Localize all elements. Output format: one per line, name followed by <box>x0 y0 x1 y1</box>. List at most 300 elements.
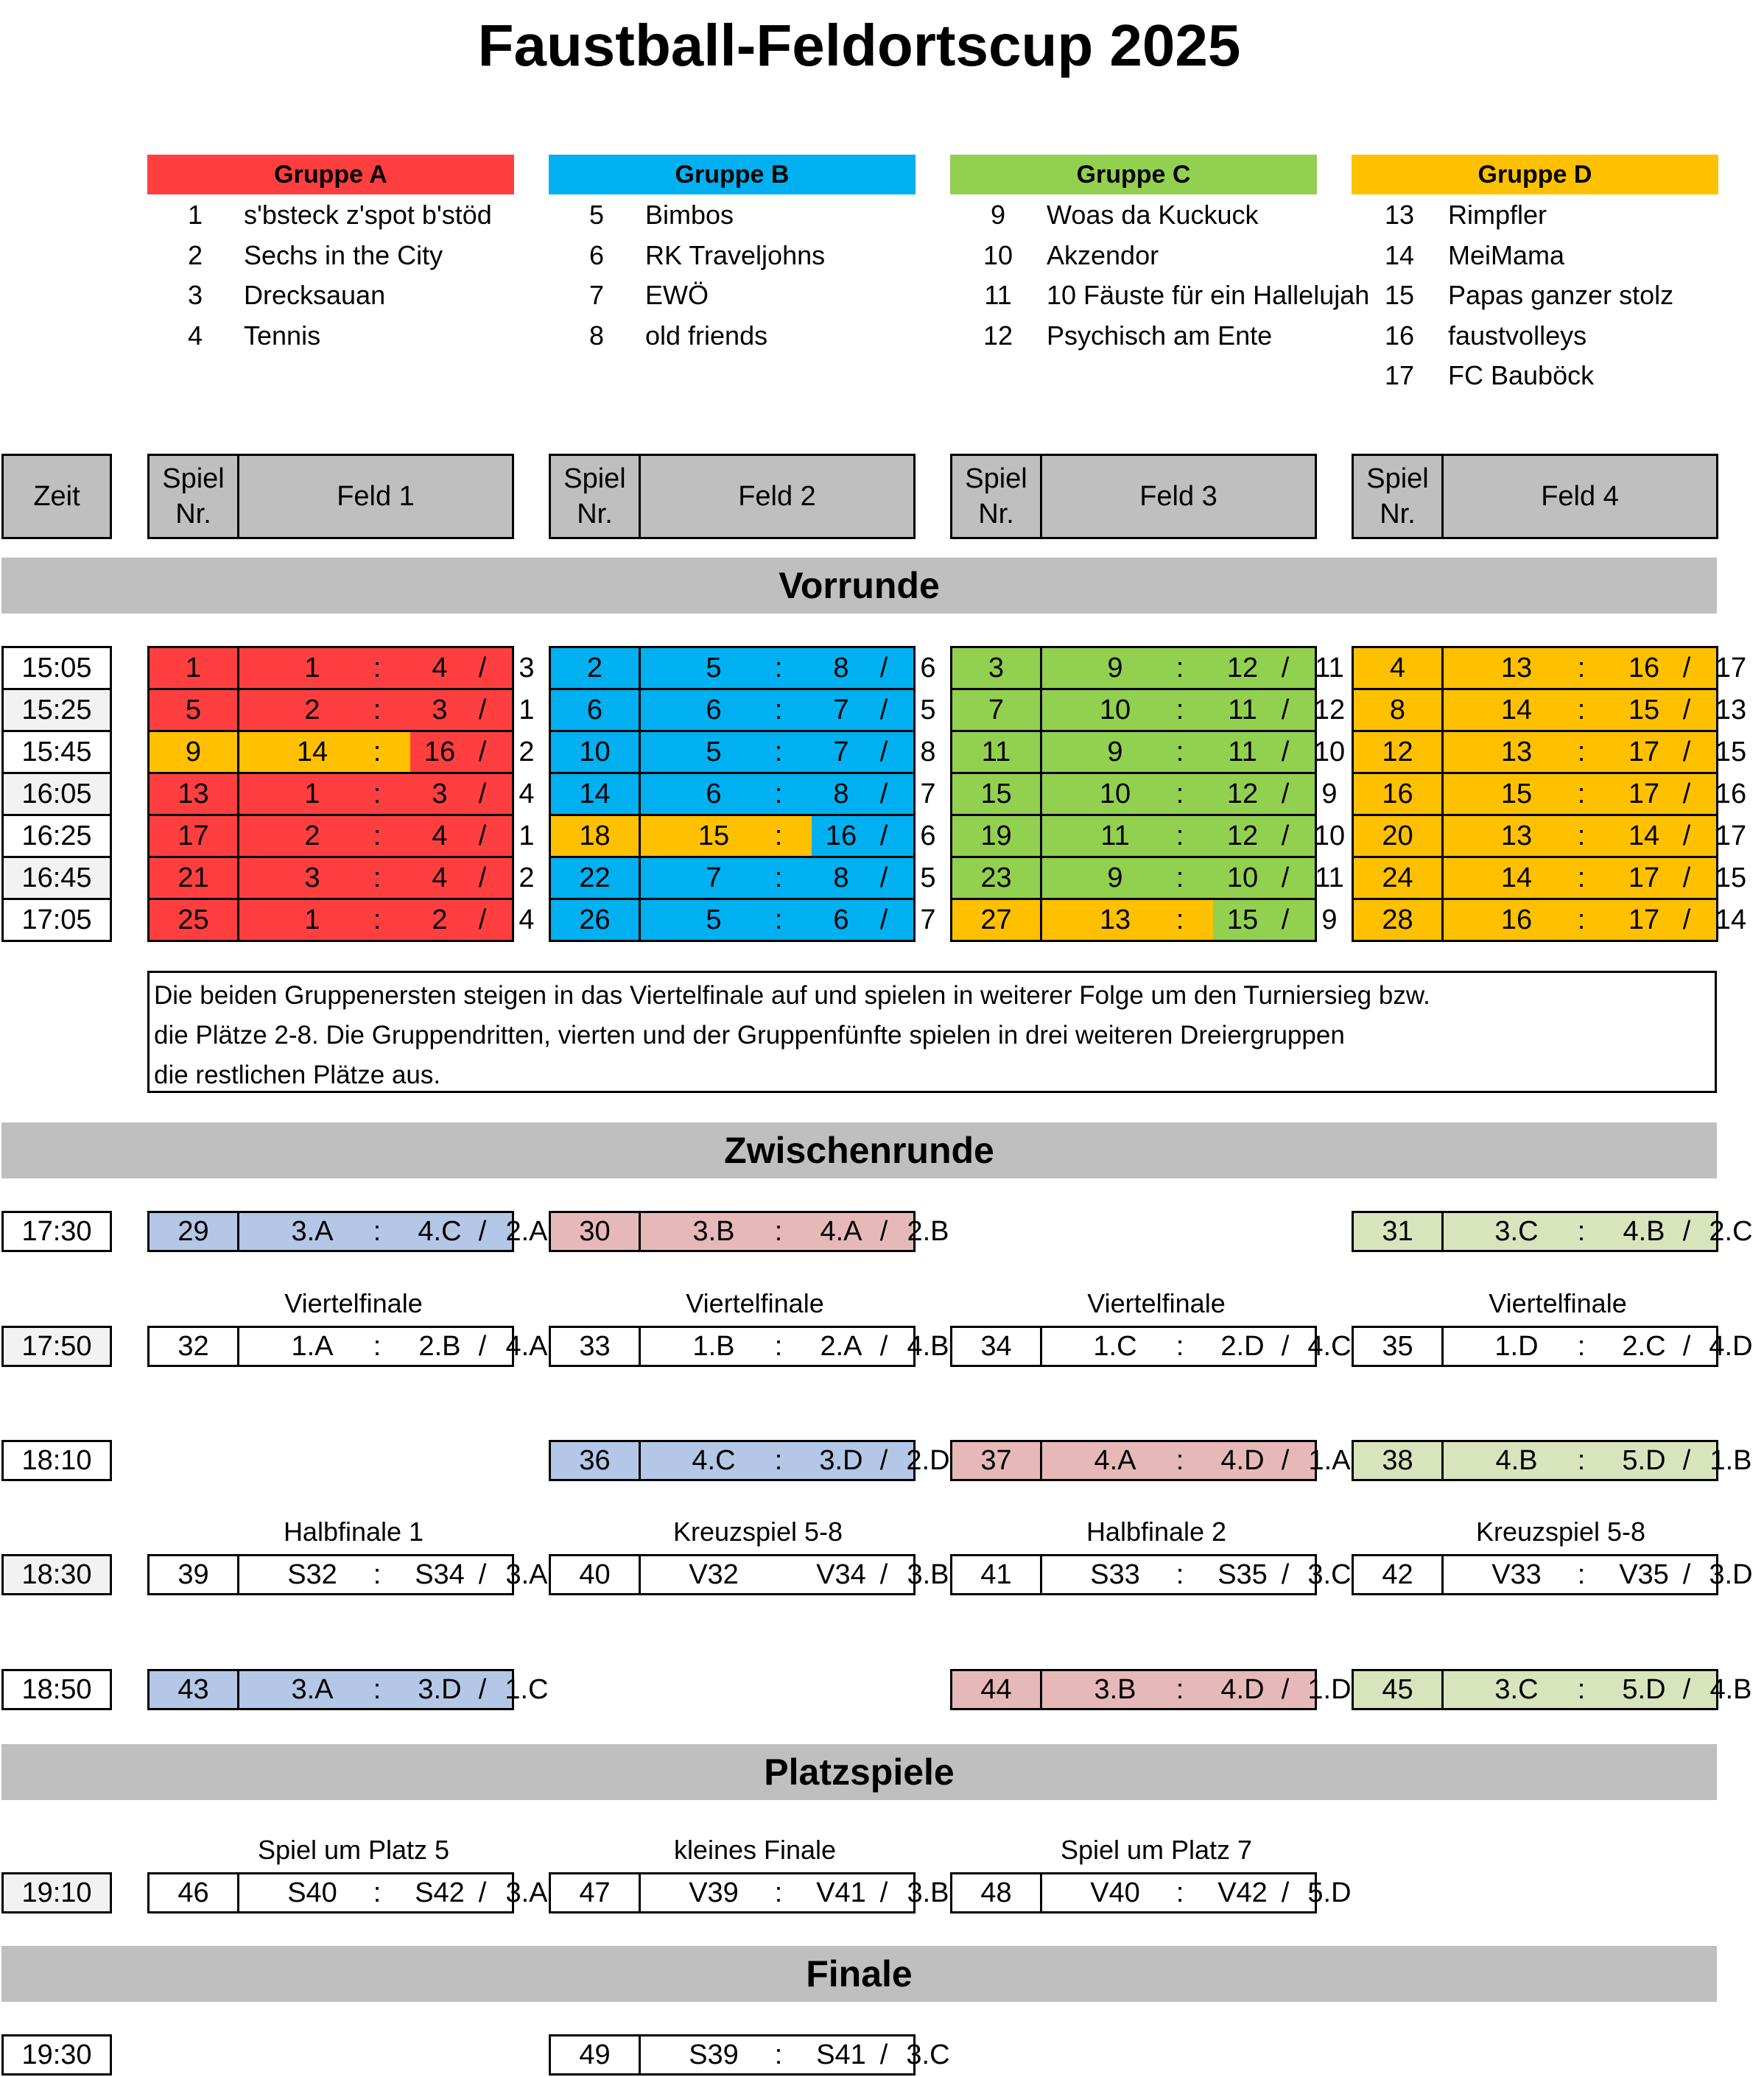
team2: 3.D <box>819 1445 863 1476</box>
game-number: 5 <box>185 695 202 725</box>
slash: / <box>879 653 888 683</box>
game-number: 15 <box>980 779 1012 809</box>
game-number: 42 <box>1382 1559 1413 1590</box>
match-label: Spiel um Platz 5 <box>257 1835 450 1865</box>
team-number: 16 <box>1384 320 1415 351</box>
team1: 1.A <box>291 1331 334 1362</box>
referee: 8 <box>920 737 936 767</box>
team1: 9 <box>1107 737 1123 767</box>
game-number: 10 <box>579 737 611 767</box>
team2: S41 <box>816 2039 866 2070</box>
slash: / <box>478 737 487 767</box>
referee: 4.D <box>1709 1331 1753 1362</box>
field-header: Feld 1 <box>237 454 514 539</box>
team1: S33 <box>1090 1559 1140 1590</box>
team-name: faustvolleys <box>1448 320 1587 351</box>
referee: 10 <box>1313 820 1346 851</box>
team-name: Sechs in the City <box>244 239 443 270</box>
team-name: Tennis <box>244 320 321 351</box>
referee: 14 <box>1715 904 1747 935</box>
referee: 3.A <box>505 1559 548 1590</box>
team2: 4.A <box>820 1216 862 1247</box>
referee: 3.C <box>1307 1559 1352 1590</box>
game-number: 32 <box>178 1331 209 1362</box>
team1: 6 <box>706 695 722 725</box>
referee: 4 <box>519 779 535 809</box>
team2: 16 <box>424 737 456 767</box>
game-number: 41 <box>980 1559 1012 1590</box>
team-name: 10 Fäuste für ein Hallelujah <box>1047 280 1370 310</box>
slash: / <box>478 1559 487 1590</box>
game-number: 36 <box>579 1445 611 1476</box>
group-header: Gruppe D <box>1352 155 1718 194</box>
team2: V42 <box>1217 1877 1268 1908</box>
team-name: old friends <box>645 320 768 351</box>
game-number: 29 <box>178 1216 209 1247</box>
time-cell: 17:50 <box>1 1326 112 1367</box>
team2: 17 <box>1628 737 1660 767</box>
slash: / <box>1682 695 1691 725</box>
slash: / <box>1682 820 1691 851</box>
team2: 16 <box>825 820 857 851</box>
referee: 4 <box>519 904 535 935</box>
time-cell: 18:50 <box>1 1669 112 1710</box>
team2: V35 <box>1619 1559 1669 1590</box>
section-title: Vorrunde <box>1 558 1717 614</box>
team2: 5.D <box>1622 1674 1666 1705</box>
team1: 13 <box>1500 737 1533 767</box>
time-cell: 17:05 <box>1 898 112 942</box>
team-number: 2 <box>187 239 203 270</box>
game-number: 25 <box>178 904 209 935</box>
game-number: 18 <box>579 820 611 851</box>
referee: 5 <box>920 862 936 893</box>
field-header: Feld 2 <box>639 454 916 539</box>
team1: 14 <box>1500 862 1533 893</box>
rules-note <box>147 971 1717 1093</box>
separator: : <box>1577 820 1586 851</box>
separator: : <box>774 2039 783 2070</box>
team-number: 11 <box>984 280 1012 310</box>
slash: / <box>1682 1216 1691 1247</box>
game-number: 37 <box>980 1445 1012 1476</box>
team1: 10 <box>1099 779 1131 809</box>
slash: / <box>478 1331 487 1362</box>
game-number: 31 <box>1382 1216 1413 1247</box>
game-number: 9 <box>185 737 202 767</box>
slash: / <box>1682 1331 1691 1362</box>
separator: : <box>1577 1216 1586 1247</box>
team2: 2.D <box>1220 1331 1265 1362</box>
slash: / <box>1682 862 1691 893</box>
team2: 17 <box>1628 862 1660 893</box>
match-label: Spiel um Platz 7 <box>1060 1835 1253 1865</box>
team2: V41 <box>816 1877 866 1908</box>
team2: V34 <box>816 1559 866 1590</box>
game-number: 16 <box>1382 779 1413 809</box>
slash: / <box>879 904 888 935</box>
slash: / <box>1281 820 1290 851</box>
slash: / <box>1682 779 1691 809</box>
team2: 17 <box>1628 779 1660 809</box>
separator: : <box>1577 695 1586 725</box>
team2: 10 <box>1226 862 1259 893</box>
referee: 11 <box>1315 862 1344 893</box>
team2: 4.B <box>1623 1216 1665 1247</box>
team1: 5 <box>706 737 722 767</box>
game-number: 26 <box>579 904 611 935</box>
section-title: Finale <box>1 1946 1717 2002</box>
separator: : <box>1577 1445 1586 1476</box>
match-label: Kreuzspiel 5-8 <box>672 1517 843 1547</box>
match-label: Viertelfinale <box>1087 1288 1226 1318</box>
referee: 4.B <box>907 1331 949 1362</box>
referee: 1.D <box>1307 1674 1352 1705</box>
field-header: Feld 4 <box>1441 454 1718 539</box>
team1: 6 <box>706 779 722 809</box>
separator: : <box>1176 904 1184 935</box>
team1: 1 <box>304 779 320 809</box>
team-number: 17 <box>1384 360 1415 390</box>
slash: / <box>478 904 487 935</box>
team1: 11 <box>1100 820 1130 851</box>
team2: 8 <box>833 779 849 809</box>
separator: : <box>1577 1559 1586 1590</box>
slash: / <box>879 1877 888 1908</box>
team1: 15 <box>1500 779 1533 809</box>
game-number-header: Spiel Nr. <box>950 454 1042 539</box>
game-number: 22 <box>579 862 611 893</box>
team2: 2.C <box>1622 1331 1666 1362</box>
separator: : <box>1176 1331 1184 1362</box>
team2: 3 <box>432 695 448 725</box>
slash: / <box>478 779 487 809</box>
team1: 3 <box>304 862 320 893</box>
team-number: 9 <box>990 200 1006 230</box>
slash: / <box>879 820 888 851</box>
section-title: Zwischenrunde <box>1 1122 1717 1178</box>
time-cell: 15:05 <box>1 646 112 690</box>
team1: S32 <box>287 1559 337 1590</box>
team1: 9 <box>1107 653 1123 683</box>
team-name: Akzendor <box>1047 239 1159 270</box>
slash: / <box>478 653 487 683</box>
referee: 2 <box>519 862 535 893</box>
team1: 3.C <box>1494 1674 1539 1705</box>
referee: 3 <box>519 653 535 683</box>
slash: / <box>879 1445 888 1476</box>
team-name: Bimbos <box>645 200 734 230</box>
game-number: 20 <box>1382 820 1413 851</box>
referee: 3.B <box>907 1559 949 1590</box>
team1: 3.A <box>291 1216 334 1247</box>
team1: 5 <box>706 653 722 683</box>
slash: / <box>1281 653 1290 683</box>
referee: 9 <box>1321 779 1338 809</box>
team1: 3.C <box>1494 1216 1539 1247</box>
referee: 12 <box>1313 695 1346 725</box>
team-name: MeiMama <box>1448 239 1565 270</box>
game-number: 1 <box>185 653 202 683</box>
team-number: 14 <box>1384 239 1415 270</box>
team-number: 3 <box>187 280 203 310</box>
team1: V32 <box>689 1559 739 1590</box>
separator: : <box>1577 1674 1586 1705</box>
referee: 11 <box>1315 653 1344 683</box>
game-number: 44 <box>980 1674 1012 1705</box>
team1: 1.D <box>1494 1331 1539 1362</box>
referee: 16 <box>1715 779 1747 809</box>
time-header: Zeit <box>1 454 112 539</box>
game-number: 12 <box>1382 737 1413 767</box>
game-number: 46 <box>178 1877 209 1908</box>
game-number-header: Spiel Nr. <box>1352 454 1444 539</box>
team2: 11 <box>1228 695 1257 725</box>
slash: / <box>1281 737 1290 767</box>
separator: : <box>373 1331 382 1362</box>
separator: : <box>1577 653 1586 683</box>
field-header: Feld 3 <box>1040 454 1317 539</box>
slash: / <box>1281 862 1290 893</box>
referee: 2.D <box>906 1445 950 1476</box>
game-number-header: Spiel Nr. <box>147 454 239 539</box>
separator: : <box>774 653 783 683</box>
team1: 4.A <box>1094 1445 1136 1476</box>
time-cell: 16:05 <box>1 772 112 816</box>
referee: 4.C <box>1307 1331 1352 1362</box>
game-number: 49 <box>579 2039 611 2070</box>
separator: : <box>1176 695 1184 725</box>
referee: 2.B <box>907 1216 949 1247</box>
team-number: 15 <box>1384 280 1415 310</box>
team2: 3.D <box>418 1674 462 1705</box>
referee: 7 <box>920 779 936 809</box>
separator: : <box>774 1877 783 1908</box>
separator: : <box>1577 862 1586 893</box>
game-number: 34 <box>980 1331 1012 1362</box>
page-title: Faustball-Feldortscup 2025 <box>477 13 1241 78</box>
team-number: 1 <box>187 200 203 230</box>
separator: : <box>1577 779 1586 809</box>
team-name: RK Traveljohns <box>645 239 826 270</box>
slash: / <box>879 1331 888 1362</box>
match-label: Halbfinale 2 <box>1086 1517 1227 1547</box>
group-header: Gruppe C <box>950 155 1317 194</box>
game-number: 43 <box>178 1674 209 1705</box>
game-number: 39 <box>178 1559 209 1590</box>
slash: / <box>879 737 888 767</box>
referee: 2.A <box>505 1216 548 1247</box>
game-number: 8 <box>1389 695 1406 725</box>
referee: 6 <box>920 820 936 851</box>
team2: 11 <box>1228 737 1257 767</box>
game-number: 2 <box>586 653 603 683</box>
team2: 7 <box>833 737 849 767</box>
separator: : <box>774 1331 783 1362</box>
game-number: 48 <box>980 1877 1012 1908</box>
game-number: 40 <box>579 1559 611 1590</box>
referee: 3.C <box>906 2039 950 2070</box>
slash: / <box>879 862 888 893</box>
game-number: 30 <box>579 1216 611 1247</box>
team1: 9 <box>1107 862 1123 893</box>
slash: / <box>1281 779 1290 809</box>
separator: : <box>373 653 382 683</box>
game-number: 38 <box>1382 1445 1413 1476</box>
game-number: 28 <box>1382 904 1413 935</box>
team1: 3.B <box>1094 1674 1136 1705</box>
referee: 17 <box>1715 820 1747 851</box>
separator: : <box>373 1216 382 1247</box>
separator: : <box>373 904 382 935</box>
team-name: FC Bauböck <box>1448 360 1595 390</box>
team-number: 8 <box>588 320 605 351</box>
referee: 15 <box>1715 737 1747 767</box>
team1: 14 <box>1500 695 1533 725</box>
team1: 10 <box>1099 695 1131 725</box>
team-number: 13 <box>1384 200 1415 230</box>
match-label: kleines Finale <box>673 1835 837 1865</box>
team2: 12 <box>1226 779 1259 809</box>
separator: : <box>1176 1445 1184 1476</box>
match-label: Halbfinale 1 <box>283 1517 424 1547</box>
match-label: Viertelfinale <box>284 1288 423 1318</box>
game-number: 17 <box>178 820 209 851</box>
separator: : <box>1176 1559 1184 1590</box>
team-number: 4 <box>187 320 203 351</box>
note-line: Die beiden Gruppenersten steigen in das Viertelfinale auf und spielen in weiterer Folge um den Turniersieg bzw. <box>154 981 1430 1010</box>
game-number: 7 <box>988 695 1005 725</box>
team1: 13 <box>1099 904 1131 935</box>
separator: : <box>774 1445 783 1476</box>
referee: 9 <box>1321 904 1338 935</box>
referee: 3.A <box>505 1877 548 1908</box>
referee: 2 <box>519 737 535 767</box>
team-name: Psychisch am Ente <box>1047 320 1273 351</box>
match-label: Viertelfinale <box>686 1288 824 1318</box>
team2: 4 <box>432 653 448 683</box>
team-name: Papas ganzer stolz <box>1448 280 1674 310</box>
team1: 16 <box>1500 904 1533 935</box>
team1: V39 <box>689 1877 739 1908</box>
separator: : <box>373 1674 382 1705</box>
separator: : <box>1577 737 1586 767</box>
team1: 1 <box>304 904 320 935</box>
team1: 15 <box>697 820 730 851</box>
separator: : <box>373 737 382 767</box>
team2: 4.C <box>418 1216 462 1247</box>
team1: 1 <box>304 653 320 683</box>
team2: 2 <box>432 904 448 935</box>
slash: / <box>1281 695 1290 725</box>
slash: / <box>478 695 487 725</box>
match-label: Kreuzspiel 5-8 <box>1475 1517 1646 1547</box>
team-number: 12 <box>983 320 1013 351</box>
separator: : <box>774 904 783 935</box>
team2: 15 <box>1628 695 1660 725</box>
slash: / <box>879 695 888 725</box>
team2: 6 <box>833 904 849 935</box>
team-name: s'bsteck z'spot b'stöd <box>244 200 492 230</box>
referee: 1.A <box>1308 1445 1351 1476</box>
slash: / <box>1682 1559 1691 1590</box>
slash: / <box>879 1559 888 1590</box>
team2: 5.D <box>1622 1445 1666 1476</box>
referee: 5 <box>920 695 936 725</box>
separator: : <box>1176 820 1184 851</box>
game-number: 35 <box>1382 1331 1413 1362</box>
time-cell: 15:45 <box>1 730 112 774</box>
team1: 1.C <box>1093 1331 1137 1362</box>
game-number: 11 <box>981 737 1011 767</box>
referee: 1.B <box>1709 1445 1752 1476</box>
team1: 3.A <box>291 1674 334 1705</box>
team2: 2.B <box>418 1331 461 1362</box>
referee: 3.B <box>907 1877 949 1908</box>
team-name: Rimpfler <box>1448 200 1547 230</box>
team2: 4.D <box>1220 1674 1265 1705</box>
section-title: Platzspiele <box>1 1744 1717 1800</box>
team1: 13 <box>1500 820 1533 851</box>
slash: / <box>1281 904 1290 935</box>
team2: 15 <box>1226 904 1259 935</box>
referee: 1 <box>519 695 535 725</box>
team1: 13 <box>1500 653 1533 683</box>
slash: / <box>478 1216 487 1247</box>
team2: 12 <box>1226 653 1259 683</box>
separator: : <box>1176 737 1184 767</box>
team2: 8 <box>833 862 849 893</box>
team1: 2 <box>304 695 320 725</box>
slash: / <box>879 779 888 809</box>
team2: S42 <box>415 1877 465 1908</box>
slash: / <box>1281 1877 1290 1908</box>
game-number: 33 <box>579 1331 611 1362</box>
referee: 1 <box>519 820 535 851</box>
separator: : <box>774 820 783 851</box>
time-cell: 18:30 <box>1 1554 112 1595</box>
team-name: EWÖ <box>645 280 709 310</box>
separator: : <box>1176 779 1184 809</box>
time-cell: 16:25 <box>1 814 112 858</box>
group-header: Gruppe A <box>147 155 514 194</box>
referee: 10 <box>1313 737 1346 767</box>
separator: : <box>1176 1877 1184 1908</box>
game-number: 4 <box>1389 653 1406 683</box>
slash: / <box>1682 1445 1691 1476</box>
team2: 7 <box>833 695 849 725</box>
time-cell: 19:10 <box>1 1872 112 1913</box>
slash: / <box>478 1877 487 1908</box>
team1: 14 <box>296 737 328 767</box>
game-number: 21 <box>178 862 209 893</box>
team2: 17 <box>1628 904 1660 935</box>
note-line: die Plätze 2-8. Die Gruppendritten, vierten und der Gruppenfünfte spielen in drei weiteren Dreiergruppen <box>154 1021 1345 1050</box>
referee: 2.C <box>1709 1216 1753 1247</box>
separator: : <box>1176 1674 1184 1705</box>
game-number: 27 <box>980 904 1012 935</box>
slash: / <box>1281 1445 1290 1476</box>
team2: 16 <box>1628 653 1660 683</box>
team1: 2 <box>304 820 320 851</box>
slash: / <box>1682 1674 1691 1705</box>
separator: : <box>1577 904 1586 935</box>
separator: : <box>774 862 783 893</box>
team2: 8 <box>833 653 849 683</box>
referee: 5.D <box>1307 1877 1352 1908</box>
team2: 12 <box>1226 820 1259 851</box>
separator: : <box>1176 653 1184 683</box>
